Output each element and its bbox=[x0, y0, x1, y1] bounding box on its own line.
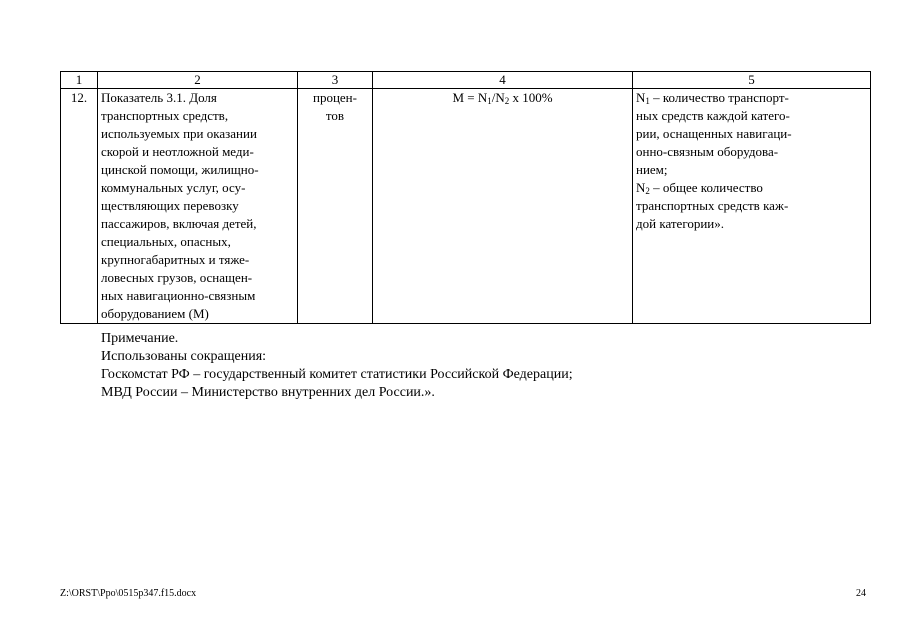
notes-line: Госкомстат РФ – государственный комитет статистики Российской Федерации; bbox=[101, 367, 573, 382]
n2-symbol: N bbox=[636, 180, 646, 195]
notes-block bbox=[101, 330, 573, 402]
unit-line: тов bbox=[325, 108, 345, 123]
header-cell-5: 5 bbox=[633, 72, 871, 89]
indicator-name-line: коммунальных услуг, осу- bbox=[101, 180, 246, 195]
header-cell-1: 1 bbox=[61, 72, 98, 89]
indicator-name bbox=[98, 89, 298, 324]
indicator-name-line: транспортных средств, bbox=[101, 108, 229, 123]
formula-cell bbox=[373, 89, 633, 324]
indicator-name-line: Показатель 3.1. Доля bbox=[101, 90, 217, 105]
table-header-row bbox=[61, 72, 871, 89]
indicator-name-line: используемых при оказании bbox=[101, 126, 257, 141]
indicator-name-line: оборудованием (M) bbox=[101, 306, 209, 321]
formula-suffix: x 100% bbox=[509, 90, 553, 105]
indicator-name-line: цинской помощи, жилищно- bbox=[101, 162, 259, 177]
table-row bbox=[61, 89, 871, 324]
description-line: онно-связным оборудова- bbox=[636, 144, 779, 159]
row-number: 12. bbox=[61, 89, 98, 324]
description-line: нием; bbox=[636, 162, 668, 177]
indicator-name-line: скорой и неотложной меди- bbox=[101, 144, 254, 159]
indicator-name-line: ных навигационно-связным bbox=[101, 288, 256, 303]
notes-line: МВД России – Министерство внутренних дел России.». bbox=[101, 385, 435, 400]
notes-title: Примечание. bbox=[101, 331, 179, 346]
indicator-name-line: ществляющих перевозку bbox=[101, 198, 239, 213]
indicator-table bbox=[60, 71, 871, 324]
description-line: ных средств каждой катего- bbox=[636, 108, 790, 123]
n1-definition-first-line bbox=[636, 89, 867, 107]
n2-definition-first-line bbox=[636, 179, 867, 197]
n1-symbol: N bbox=[636, 90, 646, 105]
description-line: рии, оснащенных навигаци- bbox=[636, 126, 792, 141]
indicator-name-line: крупногабаритных и тяже- bbox=[101, 252, 250, 267]
n1-subscript: 1 bbox=[645, 96, 650, 106]
description-cell bbox=[633, 89, 871, 324]
header-cell-3: 3 bbox=[298, 72, 373, 89]
header-cell-4: 4 bbox=[373, 72, 633, 89]
indicator-name-line: специальных, опасных, bbox=[101, 234, 231, 249]
description-line: транспортных средств каж- bbox=[636, 198, 789, 213]
formula-prefix: M = N bbox=[452, 90, 488, 105]
indicator-name-line: пассажиров, включая детей, bbox=[101, 216, 257, 231]
unit-cell bbox=[298, 89, 373, 324]
formula-slash: /N bbox=[491, 90, 505, 105]
n2-text: – общее количество bbox=[649, 180, 763, 195]
footer-file-path: Z:\ORST\Ppo\0515p347.f15.docx bbox=[60, 588, 197, 599]
header-cell-2: 2 bbox=[98, 72, 298, 89]
footer-page-number: 24 bbox=[856, 588, 866, 599]
n2-subscript: 2 bbox=[645, 186, 650, 196]
n1-text: – количество транспорт- bbox=[649, 90, 789, 105]
formula-sub-2: 2 bbox=[504, 96, 510, 106]
unit-line: процен- bbox=[313, 90, 357, 105]
description-line: дой категории». bbox=[636, 216, 724, 231]
notes-line: Использованы сокращения: bbox=[101, 349, 267, 364]
formula-sub-1: 1 bbox=[487, 96, 492, 106]
indicator-name-line: ловесных грузов, оснащен- bbox=[101, 270, 253, 285]
